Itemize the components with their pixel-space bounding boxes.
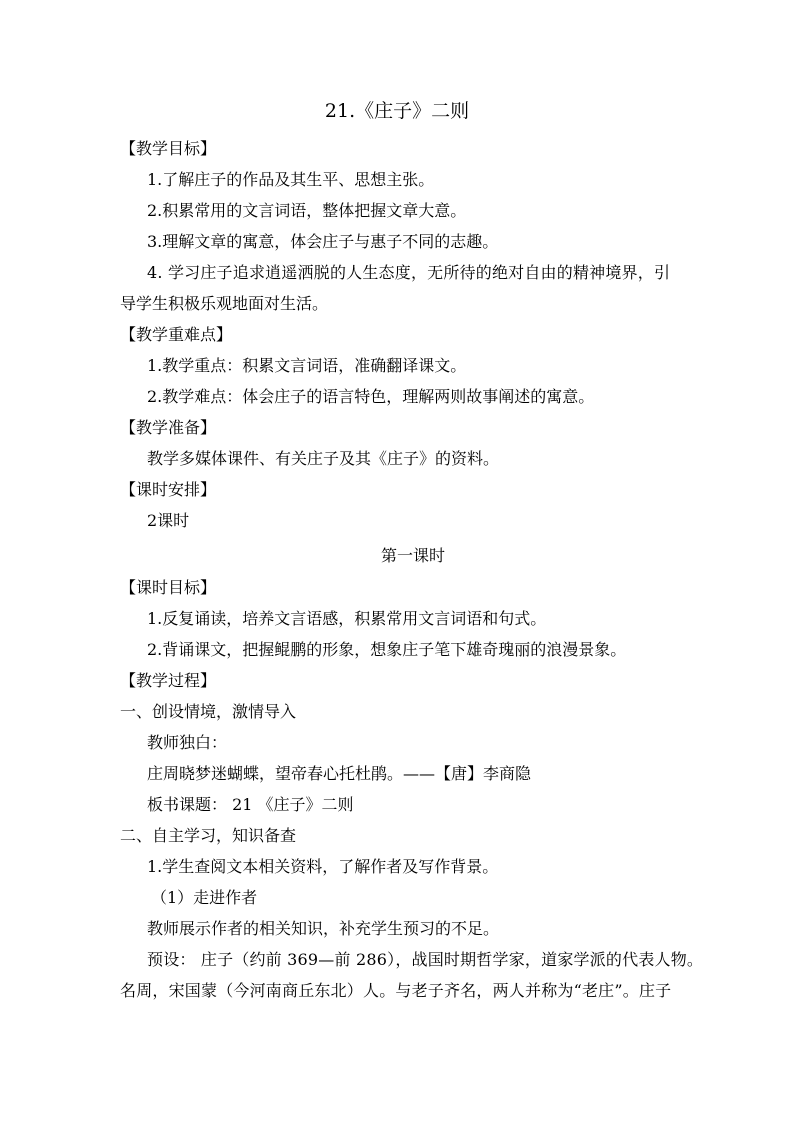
- step-2-text-b: （1）走进作者: [151, 888, 258, 907]
- lesson-goal-1: 1.反复诵读，培养文言语感，积累常用文言词语和句式。: [147, 609, 547, 628]
- step-2-text-d-line1: 预设： 庄子（约前 369—前 286），战国时期哲学家，道家学派的代表人物。: [147, 950, 704, 969]
- section-heading-goals: 【教学目标】: [120, 139, 217, 158]
- section-heading-lesson-goals: 【课时目标】: [120, 578, 217, 597]
- step-1-text-c: 板书课题： 21 《庄子》二则: [147, 795, 354, 814]
- lesson-goal-2: 2.背诵课文，把握鲲鹏的形象，想象庄子笔下雄奇瑰丽的浪漫景象。: [147, 640, 627, 659]
- key-point-2: 2.教学难点：体会庄子的语言特色，理解两则故事阐述的寓意。: [147, 387, 595, 406]
- goal-item-2: 2.积累常用的文言词语，整体把握文章大意。: [147, 201, 467, 220]
- lesson-one-title: 第一课时: [380, 546, 445, 565]
- step-2-text-a: 1.学生查阅文本相关资料，了解作者及写作背景。: [147, 857, 499, 876]
- step-1-text-a: 教师独白：: [147, 733, 228, 752]
- goal-item-4-line1: 4. 学习庄子追求逍遥洒脱的人生态度，无所待的绝对自由的精神境界，引: [147, 263, 671, 282]
- section-heading-schedule: 【课时安排】: [120, 480, 217, 499]
- step-1-heading: 一、创设情境，激情导入: [120, 702, 297, 721]
- goal-item-3: 3.理解文章的寓意，体会庄子与惠子不同的志趣。: [147, 232, 499, 251]
- step-2-text-d-line2: 名周，宋国蒙（今河南商丘东北）人。与老子齐名，两人并称为“老庄”。庄子: [120, 981, 672, 1000]
- step-1-text-b: 庄周晓梦迷蝴蝶，望帝春心托杜鹃。——【唐】李商隐: [147, 764, 532, 783]
- goal-item-1: 1.了解庄子的作品及其生平、思想主张。: [147, 170, 435, 189]
- step-2-text-c: 教师展示作者的相关知识，补充学生预习的不足。: [147, 919, 500, 938]
- section-heading-process: 【教学过程】: [120, 671, 217, 690]
- goal-item-4-line2: 导学生积极乐观地面对生活。: [120, 294, 329, 313]
- page-title: 21.《庄子》二则: [324, 100, 470, 122]
- preparation-item: 教学多媒体课件、有关庄子及其《庄子》的资料。: [147, 449, 500, 468]
- section-heading-preparation: 【教学准备】: [120, 418, 217, 437]
- schedule-item: 2课时: [147, 511, 190, 530]
- section-heading-key-points: 【教学重难点】: [120, 325, 233, 344]
- key-point-1: 1.教学重点：积累文言词语，准确翻译课文。: [147, 356, 467, 375]
- step-2-heading: 二、自主学习，知识备查: [120, 826, 297, 845]
